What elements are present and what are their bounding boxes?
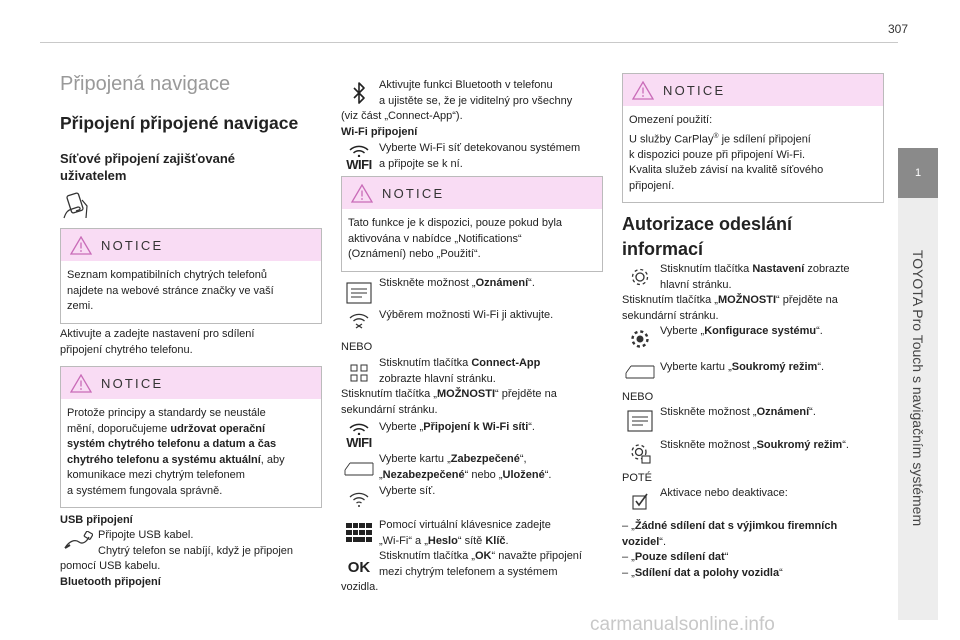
notice-box-compatible-phones — [60, 228, 322, 324]
usb-title: USB připojení — [60, 514, 133, 526]
step-toggle: Aktivace nebo deaktivace: — [660, 487, 788, 499]
or-label: NEBO — [341, 341, 373, 353]
step-select-network: Vyberte síť. — [379, 485, 436, 497]
ok-icon: OK — [347, 558, 371, 576]
bluetooth-step-text: Aktivujte funkci Bluetooth v telefonu a ujistěte se, že je viditelný pro všechny — [379, 79, 573, 107]
bluetooth-title: Bluetooth připojení — [60, 576, 161, 588]
step-private-mode-tab: Vyberte kartu „Soukromý režim“. — [660, 361, 825, 373]
watermark: carmanualsonline.info — [590, 614, 775, 635]
notice-title: NOTICE — [663, 83, 726, 98]
warning-icon — [70, 374, 92, 393]
smartphone-hand-icon — [60, 192, 94, 225]
step-select-wifi-connection: Vyberte „Připojení k Wi-Fi síti“. — [379, 421, 535, 433]
notice-text: Tato funkce je k dispozici, pouze pokud byla aktivována v nabídce „Notifications“ (Oznámení) nebo „Použití“. — [348, 217, 563, 260]
option-data-only: – „Pouze sdílení dat“ — [622, 551, 729, 563]
usb-step-text-wrap: pomocí USB kabelu. — [60, 560, 161, 572]
section-title: Připojená navigace — [60, 73, 231, 95]
notice-title: NOTICE — [382, 186, 445, 201]
step-select-tab: Vyberte kartu „Zabezpečené“, „Nezabezpečené“ nebo „Uložené“. — [379, 453, 552, 481]
step-system-config: Vyberte „Konfigurace systému“. — [660, 325, 823, 337]
notice-text: Seznam kompatibilních chytrých telefonů najdete na webové stránce značky ve vaší zemi. — [67, 269, 274, 312]
step-activate-wifi: Výběrem možnosti Wi-Fi ji aktivujte. — [379, 309, 554, 321]
page-number: 307 — [887, 22, 908, 36]
keyboard-icon — [341, 520, 377, 546]
warning-icon — [70, 236, 92, 255]
connect-app-grid-icon — [341, 362, 377, 384]
wifi-title: Wi-Fi připojení — [341, 126, 418, 138]
usb-step-text: Připojte USB kabel. Chytrý telefon se nabíjí, když je připojen — [98, 529, 294, 557]
system-config-gear-icon — [622, 328, 658, 350]
settings-gear-icon — [622, 266, 658, 288]
notice-title: NOTICE — [101, 376, 164, 391]
tab-icon — [622, 361, 658, 383]
wifi-icon: WIFI — [341, 144, 377, 172]
paragraph-activate-sharing: Aktivujte a zadejte nastavení pro sdílení připojení chytrého telefonu. — [60, 328, 255, 356]
notice-box-notifications — [341, 176, 603, 272]
step-connect-app: Stisknutím tlačítka Connect-App zobrazte hlavní stránku. — [379, 357, 541, 385]
step-notifications: Stiskněte možnost „Oznámení“. — [379, 277, 535, 289]
step-notifications-c3: Stiskněte možnost „Oznámení“. — [660, 406, 816, 418]
or-label-c3: NEBO — [622, 391, 654, 403]
step-private-mode: Stiskněte možnost „Soukromý režim“. — [660, 439, 849, 451]
side-title: TOYOTA Pro Touch s navigačním systémem — [910, 249, 926, 527]
notice-text: Protože principy a standardy se neustále mění, doporučujeme udržovat operační systém chytrého telefonu a datum a čas chytrého telefonu a systému aktuální, aby komunikace mezi chytrým telefonem a systémem fungovala správně. — [67, 407, 285, 497]
step-options: Stisknutím tlačítka „MOŽNOSTI“ přejděte na sekundární stránku. — [341, 388, 557, 416]
option-no-sharing: – „Žádné sdílení dat s výjimkou firemních vozidel“. — [622, 520, 838, 548]
checkbox-check-icon — [622, 490, 658, 512]
warning-icon — [632, 81, 654, 100]
heading-authorization: Autorizace odeslání informací — [622, 214, 793, 259]
option-data-location: – „Sdílení dat a polohy vozidla“ — [622, 567, 783, 579]
wifi-network-icon — [341, 489, 377, 511]
notice-title: NOTICE — [101, 238, 164, 253]
step-options-c3: Stisknutím tlačítka „MOŽNOSTI“ přejděte na sekundární stránku. — [622, 294, 838, 322]
bluetooth-icon — [341, 80, 377, 106]
notice-box-update-system — [60, 366, 322, 508]
step-press-ok-wrap: vozidla. — [341, 581, 379, 593]
tab-icon — [341, 458, 377, 480]
notice-text: Omezení použití: U služby CarPlay® je sdílení připojení k dispozici pouze při připojení Wi-Fi. Kvalita služeb závisí na kvalitě síťového připojení. — [629, 114, 824, 192]
bluetooth-step-text-wrap: (viz část „Connect-App“). — [341, 110, 463, 122]
step-settings: Stisknutím tlačítka Nastavení zobrazte hlavní stránku. — [660, 263, 850, 291]
step-press-ok: Stisknutím tlačítka „OK“ navažte připojení mezi chytrým telefonem a systémem — [379, 550, 582, 578]
wifi-icon: WIFI — [341, 422, 377, 450]
warning-icon — [351, 184, 373, 203]
chapter-tab[interactable]: 1 — [898, 148, 938, 198]
notifications-list-icon — [622, 410, 658, 432]
wifi-step-text: Vyberte Wi-Fi síť detekovanou systémem a připojte se k ní. — [379, 142, 581, 170]
page-heading: Připojení připojené navigace — [60, 113, 299, 133]
notifications-list-icon — [341, 282, 377, 304]
header-divider — [40, 42, 898, 43]
then-label: POTÉ — [622, 472, 652, 484]
step-enter-password: Pomocí virtuální klávesnice zadejte „Wi-Fi“ a „Heslo“ sítě Klíč. — [379, 519, 551, 547]
privacy-mode-icon — [622, 442, 658, 464]
subheading: Síťové připojení zajišťované uživatelem — [60, 151, 236, 183]
notice-box-carplay — [622, 73, 884, 203]
usb-cable-icon — [60, 530, 96, 552]
wifi-toggle-icon — [341, 310, 377, 332]
